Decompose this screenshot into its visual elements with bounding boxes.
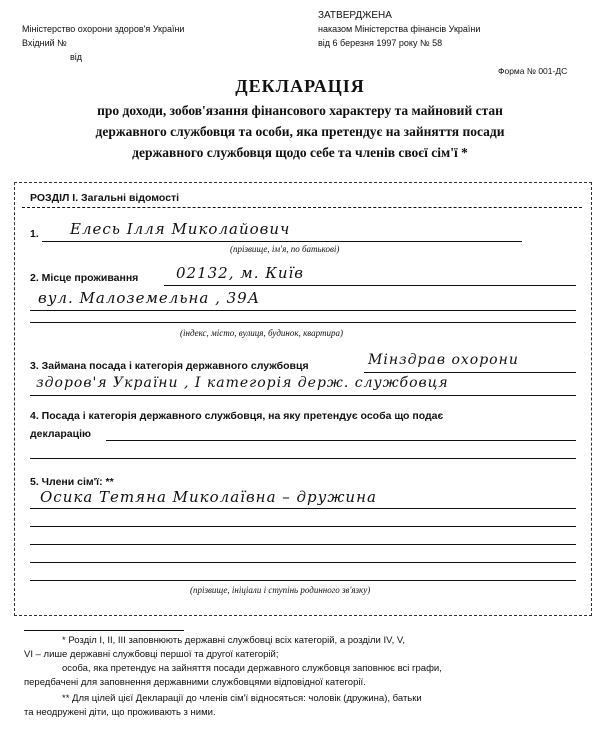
- field-4-line-2: [30, 458, 576, 459]
- section-heading: РОЗДІЛ І. Загальні відомості: [30, 192, 180, 204]
- field-3-line-2: [30, 395, 576, 396]
- footnote-2b: передбачені для заповнення державними службовцями відповідної категорії.: [24, 677, 366, 688]
- form-number: Форма № 001-ДС: [498, 66, 568, 76]
- field-5-value: Осика Тетяна Миколаївна – дружина: [40, 488, 377, 506]
- field-5-line-1: [30, 508, 576, 509]
- field-2-line-2: [30, 310, 576, 311]
- field-3-label: 3. Займана посада і категорія державного службовця: [30, 360, 309, 372]
- footnote-3b: та неодружені діти, що проживають з ними.: [24, 707, 216, 718]
- field-2-hint: (індекс, місто, вулиця, будинок, квартира): [180, 328, 344, 338]
- ministry-name: Міністерство охорони здоров'я України: [22, 24, 185, 34]
- incoming-date-label: від: [70, 52, 83, 62]
- approved-date: від 6 березня 1997 року № 58: [318, 38, 443, 48]
- field-2-label: 2. Місце проживання: [30, 272, 139, 284]
- field-2-line-1: [164, 285, 576, 286]
- footnote-2a: особа, яка претендує на зайняття посади державного службовця заповнює всі графи,: [62, 663, 442, 674]
- approved-by: наказом Міністерства фінансів України: [318, 24, 481, 34]
- field-1-value: Елесь Ілля Миколайович: [70, 220, 291, 238]
- field-5-line-3: [30, 544, 576, 545]
- field-4-label: 4. Посада і категорія державного службовця, на яку претендує особа що подає: [30, 410, 444, 422]
- footnote-1a: * Розділ І, ІІ, ІІІ заповнюють державні службовці всіх категорій, а розділи ІV, V,: [62, 635, 405, 646]
- title-line-1: про доходи, зобов'язання фінансового характеру та майновий стан: [97, 103, 503, 118]
- field-3-value-2: здоров'я України , І категорія держ. службовця: [36, 375, 449, 391]
- field-2-value-1: 02132, м. Київ: [176, 264, 305, 282]
- field-5-line-4: [30, 562, 576, 563]
- title-line-3: державного службовця щодо себе та членів своєї сім'ї *: [132, 145, 468, 160]
- field-2-line-3: [30, 322, 576, 323]
- field-2-value-2: вул. Малоземельна , 39А: [38, 289, 261, 307]
- document-title: ДЕКЛАРАЦІЯ: [235, 76, 365, 96]
- field-5-line-2: [30, 526, 576, 527]
- footnote-1b: VІ – лише державні службовці першої та другої категорій;: [24, 649, 279, 660]
- field-4-label-2: декларацію: [30, 428, 91, 440]
- field-4-line-1: [106, 440, 576, 441]
- field-5-line-5: [30, 580, 576, 581]
- field-1-hint: (прізвище, ім'я, по батькові): [230, 244, 340, 254]
- field-5-hint: (прізвище, ініціали і ступінь родинного зв'язку): [190, 585, 371, 595]
- field-5-label: 5. Члени сім'ї: **: [30, 476, 114, 488]
- section-heading-rule: [22, 207, 582, 208]
- field-1-number: 1.: [30, 228, 39, 240]
- footnote-separator: [24, 630, 184, 631]
- field-1-line: [42, 241, 522, 242]
- field-3-value-1: Мінздрав охорони: [368, 352, 519, 368]
- approved-label: ЗАТВЕРДЖЕНА: [318, 10, 392, 21]
- title-line-2: державного службовця та особи, яка претендує на зайняття посади: [95, 124, 505, 139]
- footnote-3a: ** Для цілей цієї Декларації до членів сім'ї відносяться: чоловік (дружина), батьки: [62, 693, 422, 704]
- field-3-line-1: [364, 372, 576, 373]
- incoming-number-label: Вхідний №: [22, 38, 67, 48]
